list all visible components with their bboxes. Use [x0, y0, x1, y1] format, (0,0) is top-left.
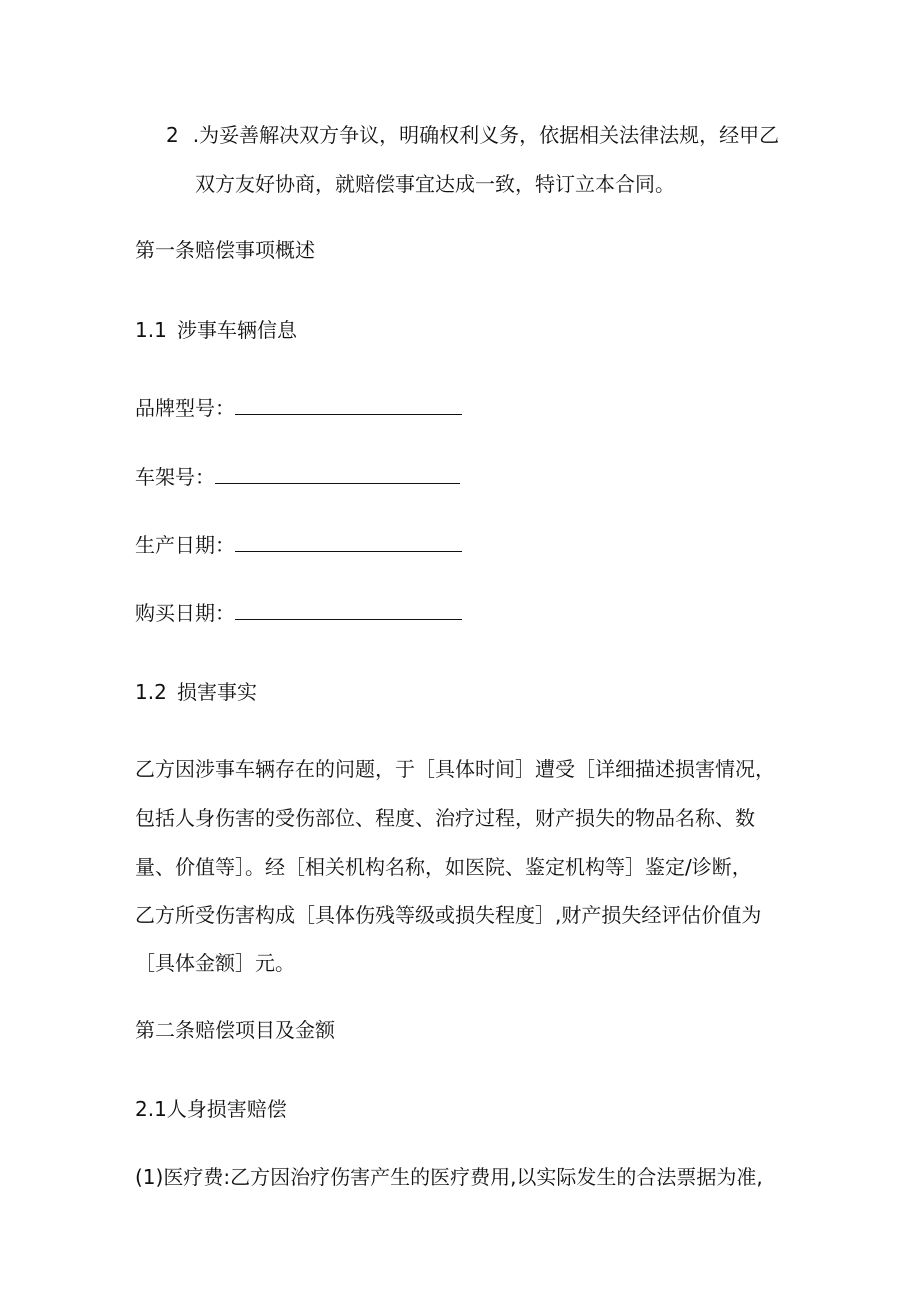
medical-expense-item: (1)医疗费:乙方因治疗伤害产生的医疗费用,以实际发生的合法票据为准,	[135, 1165, 763, 1189]
damage-paragraph-line-4: 乙方所受伤害构成［具体伤残等级或损失程度］,财产损失经评估价值为	[135, 903, 762, 927]
section-1-1-heading	[135, 318, 297, 342]
article1-title: 第一条赔偿事项概述	[135, 238, 315, 262]
preamble-number: 2	[166, 123, 179, 147]
damage-paragraph-line-3: 量、价值等］。经［相关机构名称，如医院、鉴定机构等］鉴定/诊断，	[135, 855, 752, 879]
section-1-2-number: 1.2	[135, 680, 167, 704]
fill-in-blank[interactable]	[235, 533, 462, 552]
damage-paragraph-line-5: ［具体金额］元。	[135, 951, 295, 975]
preamble-line-1	[166, 123, 779, 147]
preamble-line-2: 双方友好协商，就赔偿事宜达成一致，特订立本合同。	[195, 172, 675, 196]
fill-in-blank[interactable]	[235, 396, 462, 415]
fill-in-blank[interactable]	[235, 601, 462, 620]
section-1-2-heading	[135, 680, 257, 704]
field-label: 购买日期：	[135, 601, 235, 625]
field-purchase-date	[135, 601, 462, 625]
damage-paragraph-line-1: 乙方因涉事车辆存在的问题，于［具体时间］遭受［详细描述损害情况，	[135, 757, 775, 781]
article2-title: 第二条赔偿项目及金额	[135, 1018, 335, 1042]
field-vin	[135, 465, 460, 489]
fill-in-blank[interactable]	[215, 465, 460, 484]
section-1-1-number: 1.1	[135, 318, 167, 342]
field-label: 品牌型号：	[135, 396, 235, 420]
preamble-text-1: .为妥善解决双方争议，明确权利义务，依据相关法律法规，经甲乙	[192, 123, 780, 147]
field-label: 生产日期：	[135, 533, 235, 557]
section-2-1-heading: 2.1人身损害赔偿	[135, 1097, 287, 1121]
section-1-2-title: 损害事实	[177, 680, 257, 704]
damage-paragraph-line-2: 包括人身伤害的受伤部位、程度、治疗过程，财产损失的物品名称、数	[135, 806, 755, 830]
section-1-1-title: 涉事车辆信息	[177, 318, 297, 342]
field-label: 车架号：	[135, 465, 215, 489]
field-brand-model	[135, 396, 462, 420]
field-production-date	[135, 533, 462, 557]
